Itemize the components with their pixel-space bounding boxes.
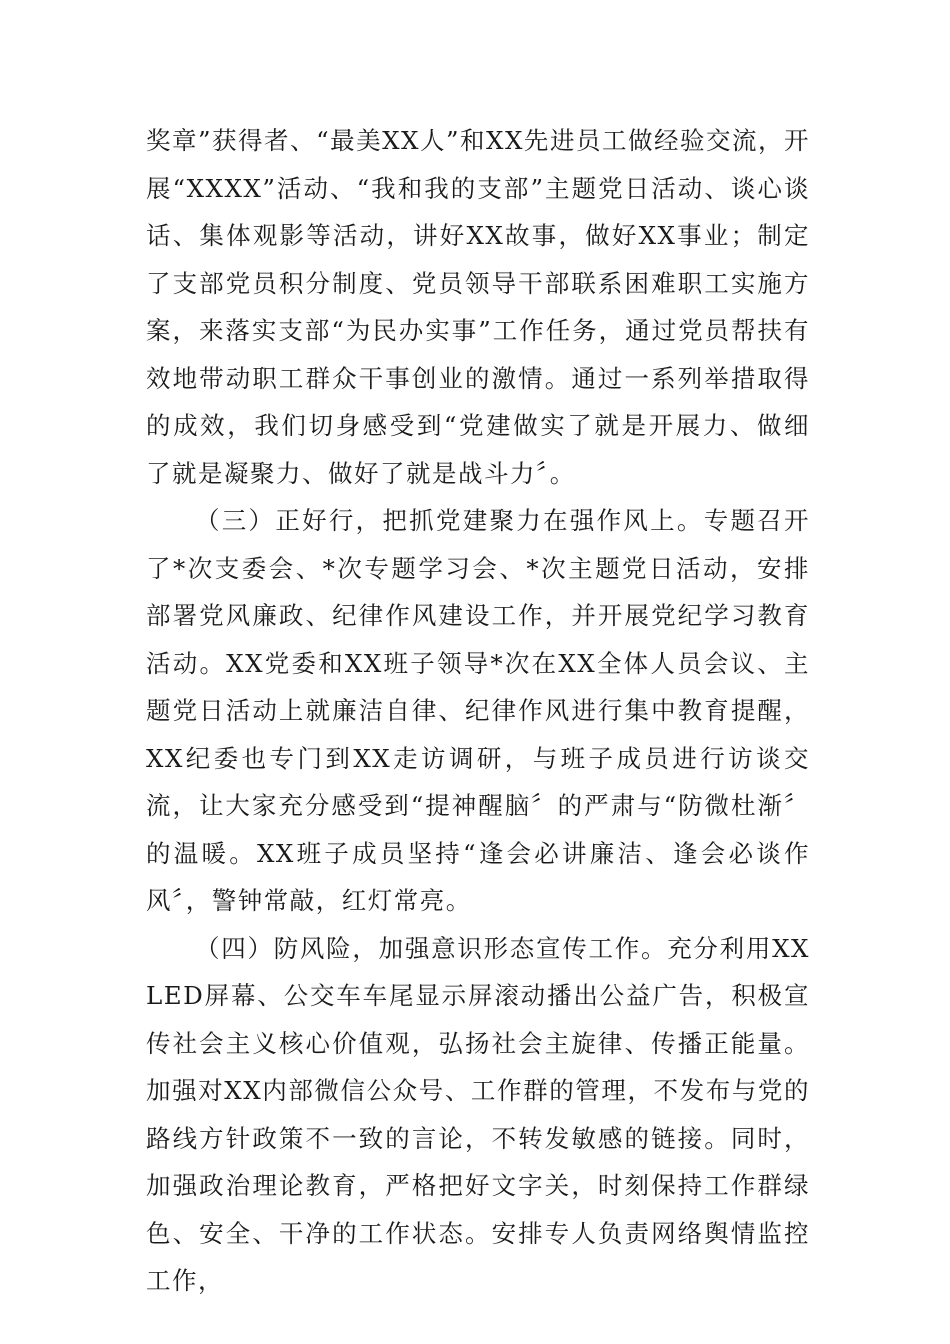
section-heading: （三）正好行，把抓党建聚力在强作风上。 xyxy=(195,506,704,535)
section-heading: （四）防风险，加强意识形态宣传工作。 xyxy=(195,933,668,963)
paragraph-section-four xyxy=(146,925,810,1305)
document-body xyxy=(146,117,810,1305)
paragraph-section-three xyxy=(146,497,810,925)
paragraph-text: 充分利用XXLED屏幕、公交车车尾显示屏滚动播出公益广告，积极宣传社会主义核心价值观，弘扬社会主旋律、传播正能量。加强对XX内部微信公众号、工作群的管理，不发布与党的路线方针政策不一致的言论，不转发敏感的链接。同时，加强政治理论教育，严格把好文字关，时刻保持工作群绿色、安全、干净的工作状态。安排专人负责网络舆情监控工作， xyxy=(146,933,810,1295)
paragraph-continuation xyxy=(146,117,810,497)
paragraph-text: 专题召开了*次支委会、*次专题学习会、*次主题党日活动，安排部署党风廉政、纪律作风建设工作，并开展党纪学习教育活动。XX党委和XX班子领导*次在XX全体人员会议、主题党日活动上就廉洁自律、纪律作风进行集中教育提醒，XX纪委也专门到XX走访调研，与班子成员进行访谈交流，让大家充分感受到“提神醒脑〞的严肃与“防微杜渐〞的温暖。XX班子成员坚持“逢会必讲廉洁、逢会必谈作风〞，警钟常敲，红灯常亮。 xyxy=(146,506,811,915)
paragraph-text: 奖章”获得者、“最美XX人”和XX先进员工做经验交流，开展“XXXX”活动、“我和我的支部”主题党日活动、谈心谈话、集体观影等活动，讲好XX故事，做好XX事业；制定了支部党员积分制度、党员领导干部联系困难职工实施方案，来落实支部“为民办实事”工作任务，通过党员帮扶有效地带动职工群众干事创业的激情。通过一系列举措取得的成效，我们切身感受到“党建做实了就是开展力、做细了就是凝聚力、做好了就是战斗力〞。 xyxy=(146,126,810,488)
